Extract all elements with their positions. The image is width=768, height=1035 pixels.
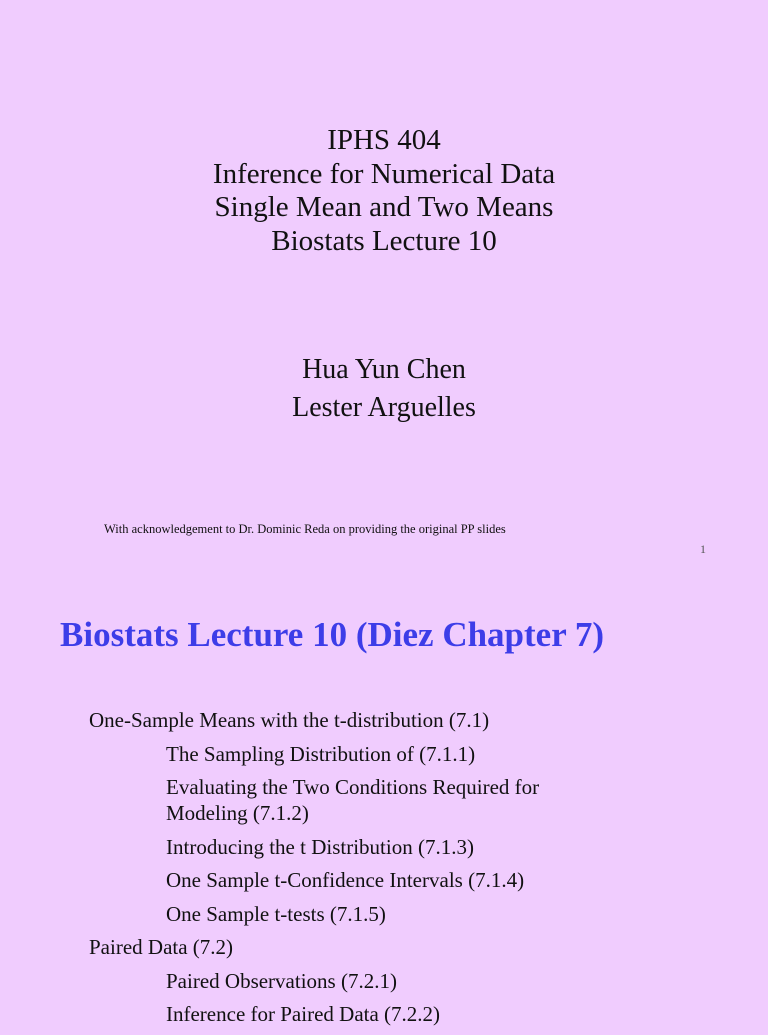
- outline-subsection: Inference for Paired Data (7.2.2): [166, 1002, 441, 1026]
- outline-section: Paired Data (7.2): [89, 935, 234, 959]
- outline-subsection: Introducing the t Distribution (7.1.3): [166, 834, 474, 859]
- outline-list: [0, 707, 768, 1035]
- outline-subsection: Evaluating the Two Conditions Required for Modeling (7.1.2): [166, 775, 540, 825]
- outline-subsection: The Sampling Distribution of (7.1.1): [166, 741, 476, 766]
- slide-heading: Biostats Lecture 10 (Diez Chapter 7): [60, 615, 605, 654]
- page-number: 1: [700, 542, 706, 556]
- outline-subsection: One Sample t-Confidence Intervals (7.1.4): [166, 868, 525, 892]
- slide-title: [0, 124, 768, 258]
- outline-slide: [0, 576, 768, 1024]
- outline-subsection: Paired Observations (7.2.1): [166, 968, 397, 993]
- outline-subsection: One Sample t-tests (7.1.5): [166, 901, 386, 926]
- title-line-lecture: Biostats Lecture 10: [271, 224, 497, 257]
- title-line-subtopic: Single Mean and Two Means: [214, 191, 554, 223]
- title-line-course: IPHS 404: [327, 124, 441, 156]
- author-list: [0, 351, 768, 426]
- acknowledgement-text: With acknowledgement to Dr. Dominic Reda on providing the original PP slides: [104, 522, 506, 536]
- title-line-topic: Inference for Numerical Data: [212, 157, 556, 190]
- outline-section: One-Sample Means with the t-distribution (7.1): [89, 708, 490, 732]
- author-name: Hua Yun Chen: [302, 354, 466, 385]
- author-name: Lester Arguelles: [292, 391, 476, 423]
